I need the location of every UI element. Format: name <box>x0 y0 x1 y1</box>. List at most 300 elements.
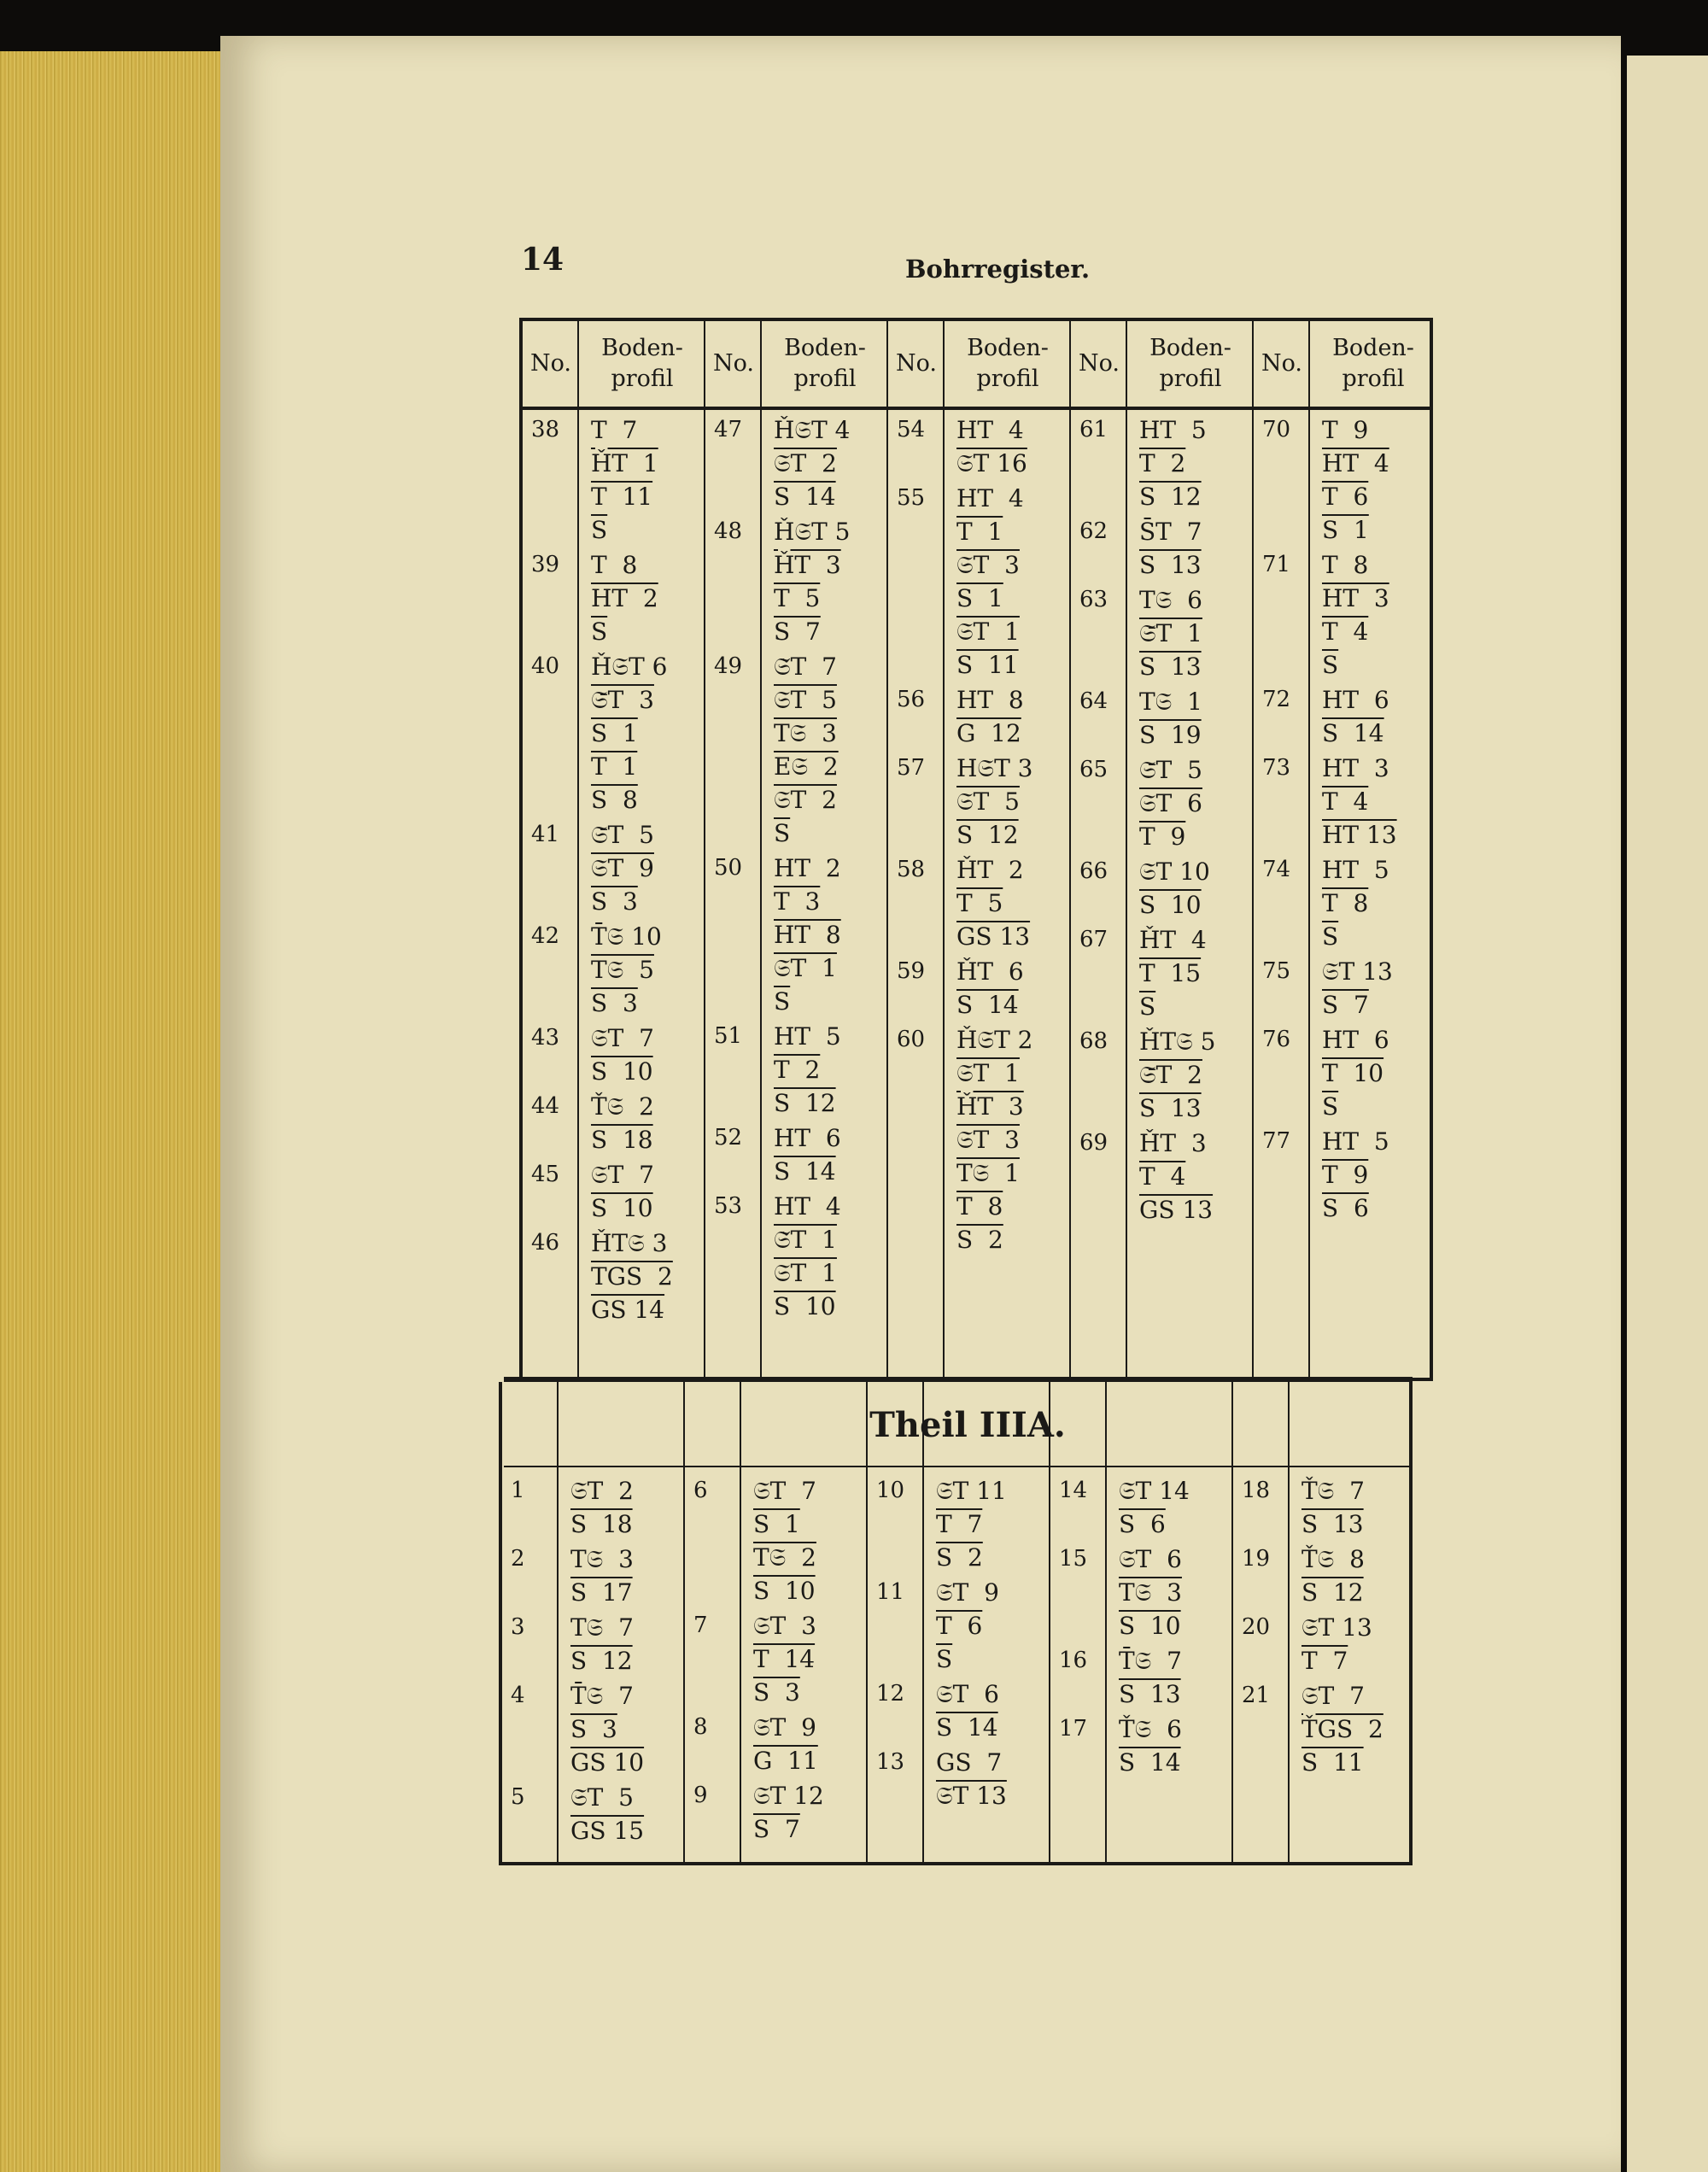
entry-number: 45 <box>531 1162 560 1187</box>
profile-layer: S 1 <box>753 1510 800 1538</box>
profile-layer: GS 13 <box>1139 1196 1214 1224</box>
entry-number: 6 <box>693 1478 708 1503</box>
entry-number: 56 <box>897 687 926 712</box>
profile-layer: ȞT 6 <box>956 957 1024 986</box>
entry-number: 73 <box>1262 755 1291 781</box>
entry-number: 9 <box>693 1783 708 1808</box>
entry-number: 18 <box>1242 1478 1271 1503</box>
profile-layer: 𝔖T 2 <box>774 786 837 814</box>
entry-number: 50 <box>714 855 743 881</box>
profile-layer: 𝔖T 11 <box>936 1477 1007 1505</box>
profile-layer: S 12 <box>774 1089 836 1117</box>
profile-layer: S 3 <box>753 1678 800 1707</box>
entry-number: 12 <box>876 1681 905 1707</box>
profile-layer: GS 13 <box>956 922 1031 951</box>
column-rule <box>868 1382 924 1862</box>
profile-layer: T𝔖 3 <box>570 1545 634 1573</box>
soil-profile <box>591 413 658 547</box>
profile-layer: S 10 <box>1139 891 1202 919</box>
soil-profile <box>956 413 1027 480</box>
soil-profile <box>1322 853 1389 953</box>
profile-layer: Ȟ𝔖T 2 <box>956 1026 1033 1054</box>
profile-layer: 𝔖T 7 <box>753 1477 816 1505</box>
header-no: No. <box>1261 350 1302 377</box>
profile-layer: T 11 <box>591 483 653 511</box>
profile-layer: T 4 <box>1322 618 1369 646</box>
profile-layer: S 14 <box>1322 719 1384 747</box>
profile-layer: 𝔖T 16 <box>956 449 1027 477</box>
column-rule <box>523 321 579 1378</box>
profile-layer: H𝔖T 3 <box>956 754 1033 782</box>
profile-layer: S 7 <box>774 618 821 646</box>
soil-profile <box>1301 1611 1372 1677</box>
soil-profile <box>570 1781 644 1847</box>
profile-layer: S 13 <box>1119 1680 1181 1708</box>
profile-layer: T 8 <box>1322 551 1369 579</box>
entry-number: 61 <box>1079 417 1108 442</box>
profile-layer: Ť𝔖 8 <box>1301 1545 1365 1573</box>
profile-layer: 𝔖T 1 <box>774 954 837 982</box>
profile-layer: T 6 <box>936 1612 983 1640</box>
profile-layer: 𝔖T 1 <box>956 618 1020 646</box>
profile-layer: S 2 <box>936 1543 983 1572</box>
soil-profile <box>1301 1474 1365 1541</box>
profile-layer: 𝔖T 5 <box>956 787 1020 816</box>
soil-profile <box>1139 413 1207 513</box>
entry-number: 1 <box>511 1478 525 1503</box>
soil-profile <box>591 1227 673 1326</box>
entry-number: 48 <box>714 518 743 544</box>
entry-number: 52 <box>714 1125 743 1150</box>
soil-profile <box>774 413 850 513</box>
profile-layer: T̄𝔖 7 <box>1119 1647 1182 1675</box>
profile-layer: S 6 <box>1322 1194 1369 1222</box>
profile-layer: T̄𝔖 7 <box>570 1682 634 1710</box>
profile-layer: $\overline{S}$ <box>774 987 791 1016</box>
entry-number: 19 <box>1242 1546 1271 1572</box>
soil-profile <box>1322 413 1389 547</box>
profile-layer: ȞT 1 <box>591 449 658 477</box>
entry-number: 67 <box>1079 927 1108 952</box>
soil-profile <box>753 1474 816 1607</box>
soil-profile <box>753 1609 816 1709</box>
profile-layer: Ť𝔖 7 <box>1301 1477 1365 1505</box>
soil-profile <box>591 1158 654 1225</box>
entry-number: 4 <box>511 1683 525 1708</box>
entry-number: 2 <box>511 1546 525 1572</box>
profile-layer: GS 14 <box>591 1296 665 1324</box>
entry-number: 10 <box>876 1478 905 1503</box>
profile-layer: T 14 <box>753 1645 816 1673</box>
soil-profile <box>570 1679 644 1779</box>
profile-layer: S 1 <box>591 719 638 747</box>
profile-layer: S 7 <box>1322 991 1369 1019</box>
soil-profile <box>591 548 658 648</box>
entry-number: 5 <box>511 1784 525 1810</box>
entry-number: 58 <box>897 857 926 882</box>
entry-number: 59 <box>897 958 926 984</box>
soil-profile <box>1119 1474 1190 1541</box>
soil-profile <box>591 1022 654 1088</box>
profile-layer: T 3 <box>774 887 821 916</box>
soil-profile <box>1322 955 1393 1022</box>
header-profile: Boden- profil <box>784 335 866 392</box>
soil-profile <box>774 650 839 850</box>
profile-layer: S 10 <box>774 1292 836 1320</box>
soil-profile <box>774 852 841 1018</box>
soil-profile <box>1139 583 1202 683</box>
profile-layer: S 3 <box>591 887 638 916</box>
profile-layer: S 12 <box>956 821 1019 849</box>
profile-layer: HT 5 <box>1322 1127 1389 1156</box>
entry-number: 17 <box>1059 1716 1088 1742</box>
soil-profile <box>753 1711 818 1777</box>
soil-profile <box>570 1611 634 1677</box>
profile-layer: S 2 <box>956 1226 1003 1254</box>
profile-layer: $\overline{S}$ <box>591 516 608 544</box>
profile-layer: $\overline{S}$ <box>1322 651 1339 679</box>
profile-layer: T 2 <box>1139 449 1186 477</box>
profile-layer: T 10 <box>1322 1059 1384 1087</box>
profile-layer: HT 4 <box>1322 449 1389 477</box>
profile-layer: S 14 <box>1119 1748 1181 1777</box>
profile-layer: ȞT 3 <box>956 1092 1024 1121</box>
profile-layer: S 13 <box>1139 551 1202 579</box>
profile-layer: $\overline{S}$ <box>591 618 608 646</box>
entry-number: 77 <box>1262 1128 1291 1154</box>
soil-profile <box>1139 753 1202 853</box>
profile-layer: 𝔖T 13 <box>936 1782 1007 1810</box>
entry-number: 44 <box>531 1093 560 1119</box>
profile-layer: 𝔖̄T 2 <box>1139 1061 1202 1089</box>
soil-profile <box>570 1474 634 1541</box>
profile-layer: HT 5 <box>1139 416 1207 444</box>
profile-layer: $\overline{S}$ <box>1139 992 1156 1021</box>
entry-number: 38 <box>531 417 560 442</box>
soil-profile <box>774 1190 841 1323</box>
entry-number: 70 <box>1262 417 1291 442</box>
profile-layer: 𝔖T 1 <box>956 1059 1020 1087</box>
profile-layer: 𝔖T 13 <box>1301 1613 1372 1642</box>
profile-layer: T𝔖 6 <box>1139 586 1202 614</box>
entry-number: 15 <box>1059 1546 1088 1572</box>
column-rule <box>1254 321 1310 1378</box>
profile-layer: S 12 <box>1301 1578 1364 1607</box>
soil-profile <box>1322 683 1389 750</box>
profile-layer: T 4 <box>1139 1162 1186 1191</box>
profile-layer: T 9 <box>1322 416 1369 444</box>
profile-layer: T 5 <box>774 584 821 612</box>
profile-layer: HT 6 <box>1322 1026 1389 1054</box>
profile-layer: S 3 <box>591 989 638 1017</box>
page-number: 14 <box>521 242 564 278</box>
profile-layer: S 14 <box>956 991 1019 1019</box>
profile-layer: T 7 <box>591 416 638 444</box>
profile-layer: Ť𝔖 2 <box>591 1092 654 1121</box>
column-rule <box>888 321 945 1378</box>
profile-layer: HT 4 <box>774 1192 841 1221</box>
header-no: No. <box>1079 350 1120 377</box>
lower-table <box>499 1382 1413 1865</box>
profile-layer: T 15 <box>1139 959 1202 987</box>
profile-layer: GS 10 <box>570 1748 645 1777</box>
profile-layer: 𝔖T 12 <box>753 1782 824 1810</box>
profile-layer: T 8 <box>591 551 638 579</box>
profile-layer: S 11 <box>1301 1748 1364 1777</box>
profile-layer: 𝔖T 10 <box>1139 858 1210 886</box>
entry-number: 75 <box>1262 958 1291 984</box>
entry-number: 62 <box>1079 518 1108 544</box>
profile-layer: S 18 <box>570 1510 633 1538</box>
entry-number: 71 <box>1262 552 1291 577</box>
soil-profile <box>936 1576 999 1676</box>
profile-layer: $\overline{S}$ <box>774 819 791 847</box>
entry-number: 11 <box>876 1579 905 1605</box>
profile-layer: 𝔖T 9 <box>753 1713 816 1742</box>
profile-layer: 𝔖T 5 <box>774 686 837 714</box>
profile-layer: T 6 <box>1322 483 1369 511</box>
soil-profile <box>774 1020 841 1120</box>
soil-profile <box>956 482 1024 682</box>
profile-layer: GS 7 <box>936 1748 1003 1777</box>
entry-number: 16 <box>1059 1648 1088 1673</box>
profile-layer: 𝔖T 2 <box>570 1477 634 1505</box>
profile-layer: 𝔖T 9 <box>591 854 654 882</box>
profile-layer: 𝔖T 6 <box>1119 1545 1182 1573</box>
soil-profile <box>774 515 850 648</box>
entry-number: 7 <box>693 1613 708 1638</box>
profile-layer: T 9 <box>1139 823 1186 851</box>
entry-number: 54 <box>897 417 926 442</box>
profile-layer: ȞT 3 <box>1139 1129 1207 1157</box>
profile-layer: 𝔖̄T 3 <box>591 686 654 714</box>
entry-number: 74 <box>1262 857 1291 882</box>
soil-profile <box>1322 752 1397 852</box>
profile-layer: S 1 <box>1322 516 1369 544</box>
soil-profile <box>936 1677 999 1744</box>
entry-number: 49 <box>714 653 743 679</box>
profile-layer: HT 4 <box>956 484 1024 512</box>
profile-layer: T𝔖 3 <box>774 719 837 747</box>
soil-profile <box>1139 1127 1213 1227</box>
soil-profile <box>936 1474 1007 1574</box>
entry-number: 43 <box>531 1025 560 1051</box>
soil-profile <box>591 818 654 918</box>
entry-number: 51 <box>714 1023 743 1049</box>
profile-layer: Ȟ𝔖T 4 <box>774 416 851 444</box>
entry-number: 68 <box>1079 1028 1108 1054</box>
section-title: Theil IIIA. <box>869 1404 1066 1445</box>
soil-profile <box>1139 923 1207 1023</box>
soil-profile <box>1322 1125 1389 1225</box>
entry-number: 13 <box>876 1749 905 1775</box>
entry-number: 72 <box>1262 687 1291 712</box>
header-profile: Boden- profil <box>601 335 683 392</box>
profile-layer: ȞT 3 <box>774 551 841 579</box>
soil-profile <box>956 1023 1032 1256</box>
profile-layer: T 5 <box>956 889 1003 917</box>
profile-layer: Ȟ𝔖T 6 <box>591 653 668 681</box>
profile-layer: 𝔖̄T 5 <box>591 821 654 849</box>
profile-layer: 𝔖T 6 <box>936 1680 999 1708</box>
profile-layer: T 4 <box>1322 787 1369 816</box>
profile-layer: $\overline{S}$ <box>1322 1092 1339 1121</box>
profile-layer: T̄𝔖 10 <box>591 922 662 951</box>
entry-number: 60 <box>897 1027 926 1052</box>
entry-number: 3 <box>511 1614 525 1640</box>
header-rule <box>523 321 1430 410</box>
soil-profile <box>1119 1644 1182 1711</box>
entry-number: 76 <box>1262 1027 1291 1052</box>
entry-number: 53 <box>714 1193 743 1219</box>
book-page-edges <box>0 51 231 2172</box>
profile-layer: S 19 <box>1139 721 1202 749</box>
profile-layer: T 1 <box>956 518 1003 546</box>
soil-profile <box>1119 1543 1182 1642</box>
upper-table <box>519 318 1433 1381</box>
profile-layer: T𝔖 2 <box>753 1543 816 1572</box>
profile-layer: ȞT𝔖 5 <box>1139 1027 1216 1056</box>
entry-number: 46 <box>531 1230 560 1256</box>
profile-layer: S 14 <box>774 1157 836 1186</box>
soil-profile <box>1322 1023 1389 1123</box>
profile-layer: 𝔖̌T 1 <box>774 1226 837 1254</box>
profile-layer: T𝔖 7 <box>570 1613 634 1642</box>
profile-layer: S 3 <box>570 1715 617 1743</box>
soil-profile <box>591 650 667 817</box>
soil-profile <box>1139 855 1210 922</box>
profile-layer: ȞT𝔖 3 <box>591 1229 668 1257</box>
profile-layer: S 14 <box>936 1713 998 1742</box>
soil-profile <box>591 1090 654 1156</box>
profile-layer: ŤGS 2 <box>1301 1715 1383 1743</box>
profile-layer: S 1 <box>956 584 1003 612</box>
profile-layer: T 8 <box>1322 889 1369 917</box>
profile-layer: S̄T 7 <box>1139 518 1202 546</box>
profile-layer: HT 3 <box>1322 754 1389 782</box>
profile-layer: S 12 <box>570 1647 633 1675</box>
profile-layer: 𝔖̌T 7 <box>774 653 837 681</box>
profile-layer: S 18 <box>591 1126 653 1154</box>
profile-layer: T 7 <box>936 1510 983 1538</box>
profile-layer: HT 8 <box>774 921 841 949</box>
profile-layer: S 8 <box>591 786 638 814</box>
profile-layer: S 6 <box>1119 1510 1166 1538</box>
soil-profile <box>956 752 1032 852</box>
profile-layer: S 11 <box>956 651 1019 679</box>
column-rule <box>705 321 762 1378</box>
profile-layer: 𝔖̄T 5 <box>1139 756 1202 784</box>
profile-layer: 𝔖T 7 <box>1301 1682 1365 1710</box>
soil-profile <box>956 853 1030 953</box>
entry-number: 21 <box>1242 1683 1271 1708</box>
profile-layer: T 7 <box>1301 1647 1348 1675</box>
soil-profile <box>956 683 1024 750</box>
profile-layer: 𝔖T 13 <box>1322 957 1393 986</box>
soil-profile <box>1139 685 1202 752</box>
running-head: Bohrregister. <box>905 255 1091 284</box>
header-no: No. <box>713 350 754 377</box>
profile-layer: T𝔖 1 <box>1139 688 1202 716</box>
profile-layer: $\overline{S}$ <box>1322 922 1339 951</box>
profile-layer: Ť𝔖 6 <box>1119 1715 1182 1743</box>
profile-layer: HT 13 <box>1322 821 1397 849</box>
entry-number: 40 <box>531 653 560 679</box>
profile-layer: HT 4 <box>956 416 1024 444</box>
profile-layer: HT 2 <box>774 854 841 882</box>
entry-number: 57 <box>897 755 926 781</box>
profile-layer: 𝔖T 2 <box>774 449 837 477</box>
soil-profile <box>591 920 662 1020</box>
profile-layer: S 13 <box>1301 1510 1364 1538</box>
profile-layer: HT 6 <box>1322 686 1389 714</box>
soil-profile <box>774 1121 841 1188</box>
profile-layer: T𝔖 3 <box>1119 1578 1182 1607</box>
profile-layer: S 10 <box>591 1057 653 1086</box>
profile-layer: 𝔖T 5 <box>570 1783 634 1812</box>
profile-layer: G 12 <box>956 719 1021 747</box>
profile-layer: $\overline{S}$ <box>936 1645 953 1673</box>
profile-layer: T 8 <box>956 1192 1003 1221</box>
profile-layer: T𝔖 5 <box>591 956 654 984</box>
profile-layer: 𝔖T 14 <box>1119 1477 1190 1505</box>
header-profile: Boden- profil <box>1149 335 1231 392</box>
profile-layer: HT 5 <box>774 1022 841 1051</box>
entry-number: 55 <box>897 485 926 511</box>
soil-profile <box>1322 548 1389 682</box>
profile-layer: S 17 <box>570 1578 633 1607</box>
profile-layer: ȞT 4 <box>1139 926 1207 954</box>
entry-number: 14 <box>1059 1478 1088 1503</box>
soil-profile <box>1139 1025 1215 1125</box>
entry-number: 42 <box>531 923 560 949</box>
entry-number: 8 <box>693 1714 708 1740</box>
entry-number: 66 <box>1079 858 1108 884</box>
profile-layer: T𝔖 1 <box>956 1159 1020 1187</box>
profile-layer: 𝔖T 3 <box>956 1126 1020 1154</box>
profile-layer: S 13 <box>1139 653 1202 681</box>
entry-number: 65 <box>1079 757 1108 782</box>
column-rule <box>1050 1382 1107 1862</box>
profile-layer: E𝔖 2 <box>774 752 839 781</box>
profile-layer: HT 8 <box>956 686 1024 714</box>
header-no: No. <box>530 350 571 377</box>
facing-page <box>1627 56 1708 2172</box>
soil-profile <box>1301 1679 1383 1779</box>
header-profile: Boden- profil <box>1332 335 1414 392</box>
profile-layer: T 2 <box>774 1056 821 1084</box>
soil-profile <box>956 955 1024 1022</box>
profile-layer: HT 5 <box>1322 856 1389 884</box>
column-rule <box>1071 321 1127 1378</box>
profile-layer: G 11 <box>753 1747 818 1775</box>
soil-profile <box>1139 515 1202 582</box>
soil-profile <box>936 1746 1007 1812</box>
entry-number: 41 <box>531 822 560 847</box>
soil-profile <box>1301 1543 1365 1609</box>
profile-layer: S 14 <box>774 483 836 511</box>
soil-profile <box>1119 1712 1182 1779</box>
entry-number: 64 <box>1079 688 1108 714</box>
profile-layer: HT 6 <box>774 1124 841 1152</box>
header-no: No. <box>896 350 937 377</box>
profile-layer: 𝔖̄T 1 <box>1139 619 1202 647</box>
entry-number: 47 <box>714 417 743 442</box>
profile-layer: 𝔖T 6 <box>1139 789 1202 817</box>
profile-layer: GS 15 <box>570 1817 645 1845</box>
profile-layer: S 13 <box>1139 1094 1202 1122</box>
profile-layer: 𝔖T 7 <box>591 1161 654 1189</box>
